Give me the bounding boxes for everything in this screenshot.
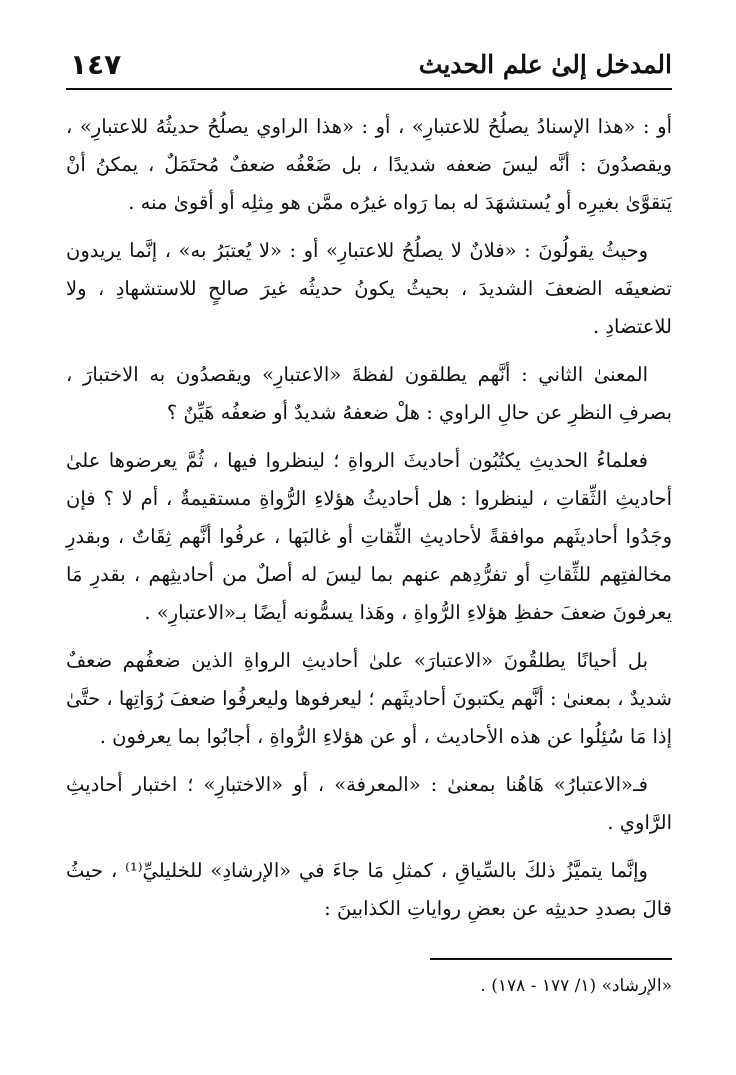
paragraph: بل أحيانًا يطلقُونَ «الاعتبارَ» علىٰ أحاديثِ الرواةِ الذين ضعفُهم ضعفٌ شديدٌ ، بمعنىٰ : أنَّهم يكتبونَ أحاديثَهم ؛ ليعرفوها وليعرفُوا ضعفَ رُوَاتِها ، حتَّىٰ إذا مَا سُئِلُوا عن هذه الأحاديث ، أو عن هؤلاءِ الرُّواةِ ، أجابُوا بما يعرفون . bbox=[66, 649, 672, 748]
footnote: «الإرشاد» (١/ ١٧٧ - ١٧٨) . bbox=[480, 976, 672, 996]
footnote-divider bbox=[430, 958, 672, 960]
paragraph: أو : «هذا الإسنادُ يصلُحُ للاعتبارِ» ، أو : «هذا الراوي يصلُحُ حديثُهُ للاعتبارِ» ، ويقصدُونَ : أنَّه ليسَ ضعفه شديدًا ، بل ضَعْفُه ضعفٌ مُحتَمَلٌ ، يمكنُ أنْ يَتقوَّىٰ بغيرِه أو يُستشهَدَ له بما رَواه غيرُه ممَّن هو مِثلِه أو أقوىٰ منه . bbox=[66, 115, 672, 214]
paragraph: وحيثُ يقولُونَ : «فلانٌ لا يصلُحُ للاعتبارِ» أو : «لا يُعتبَرُ به» ، إنَّما يريدون تضعيفَه الضعفَ الشديدَ ، بحيثُ يكونُ حديثُه غيرَ صالحٍ للاستشهادِ ، ولا للاعتضادِ . bbox=[66, 239, 672, 338]
page-number: ١٤٧ bbox=[70, 48, 122, 81]
page-header bbox=[66, 44, 672, 90]
paragraph: وإنَّما يتميَّزُ ذلكَ بالسِّياقِ ، كمثلِ مَا جاءَ في «الإرشادِ» للخليليِّ⁽¹⁾ ، حيثُ قالَ بصددِ حديثِه عن بعضِ رواياتِ الكذابينَ : bbox=[66, 859, 672, 920]
paragraph: فعلماءُ الحديثِ يكتُبُون أحاديثَ الرواةِ ؛ لينظروا فيها ، ثُمَّ يعرضوها علىٰ أحاديثِ الثِّقاتِ ، لينظروا : هل أحاديثُ هؤلاءِ الرُّواةِ مستقيمةٌ ، أم لا ؟ فإن وجَدُوا أحاديثَهم موافقةً لأحاديثِ الثِّقاتِ أو غالبَها ، عرفُوا أنَّهم ثِقَاتٌ ، وبقدرِ مخالفتِهم للثِّقاتِ أو تفرُّدِهم عنهم بما ليسَ له أصلٌ من أحاديثِهم ، بقدرِ مَا يعرفونَ ضعفَ حفظِ هؤلاءِ الرُّواةِ ، وهَذا يسمُّونه أيضًا بـ«الاعتبارِ» . bbox=[66, 449, 672, 624]
body-text bbox=[66, 108, 672, 938]
paragraph: المعنىٰ الثاني : أنَّهم يطلقون لفظةَ «الاعتبارِ» ويقصدُون به الاختبارَ ، بصرفِ النظرِ عن حالِ الراوي : هلْ ضعفهُ شديدٌ أو ضعفُه هَيِّنٌ ؟ bbox=[66, 363, 672, 424]
paragraph: فـ«الاعتبارُ» هَاهُنا بمعنىٰ : «المعرفة» ، أو «الاختبارِ» ؛ اختبار أحاديثِ الرَّاوي . bbox=[66, 773, 672, 834]
running-title: المدخل إلىٰ علم الحديث bbox=[418, 50, 672, 79]
